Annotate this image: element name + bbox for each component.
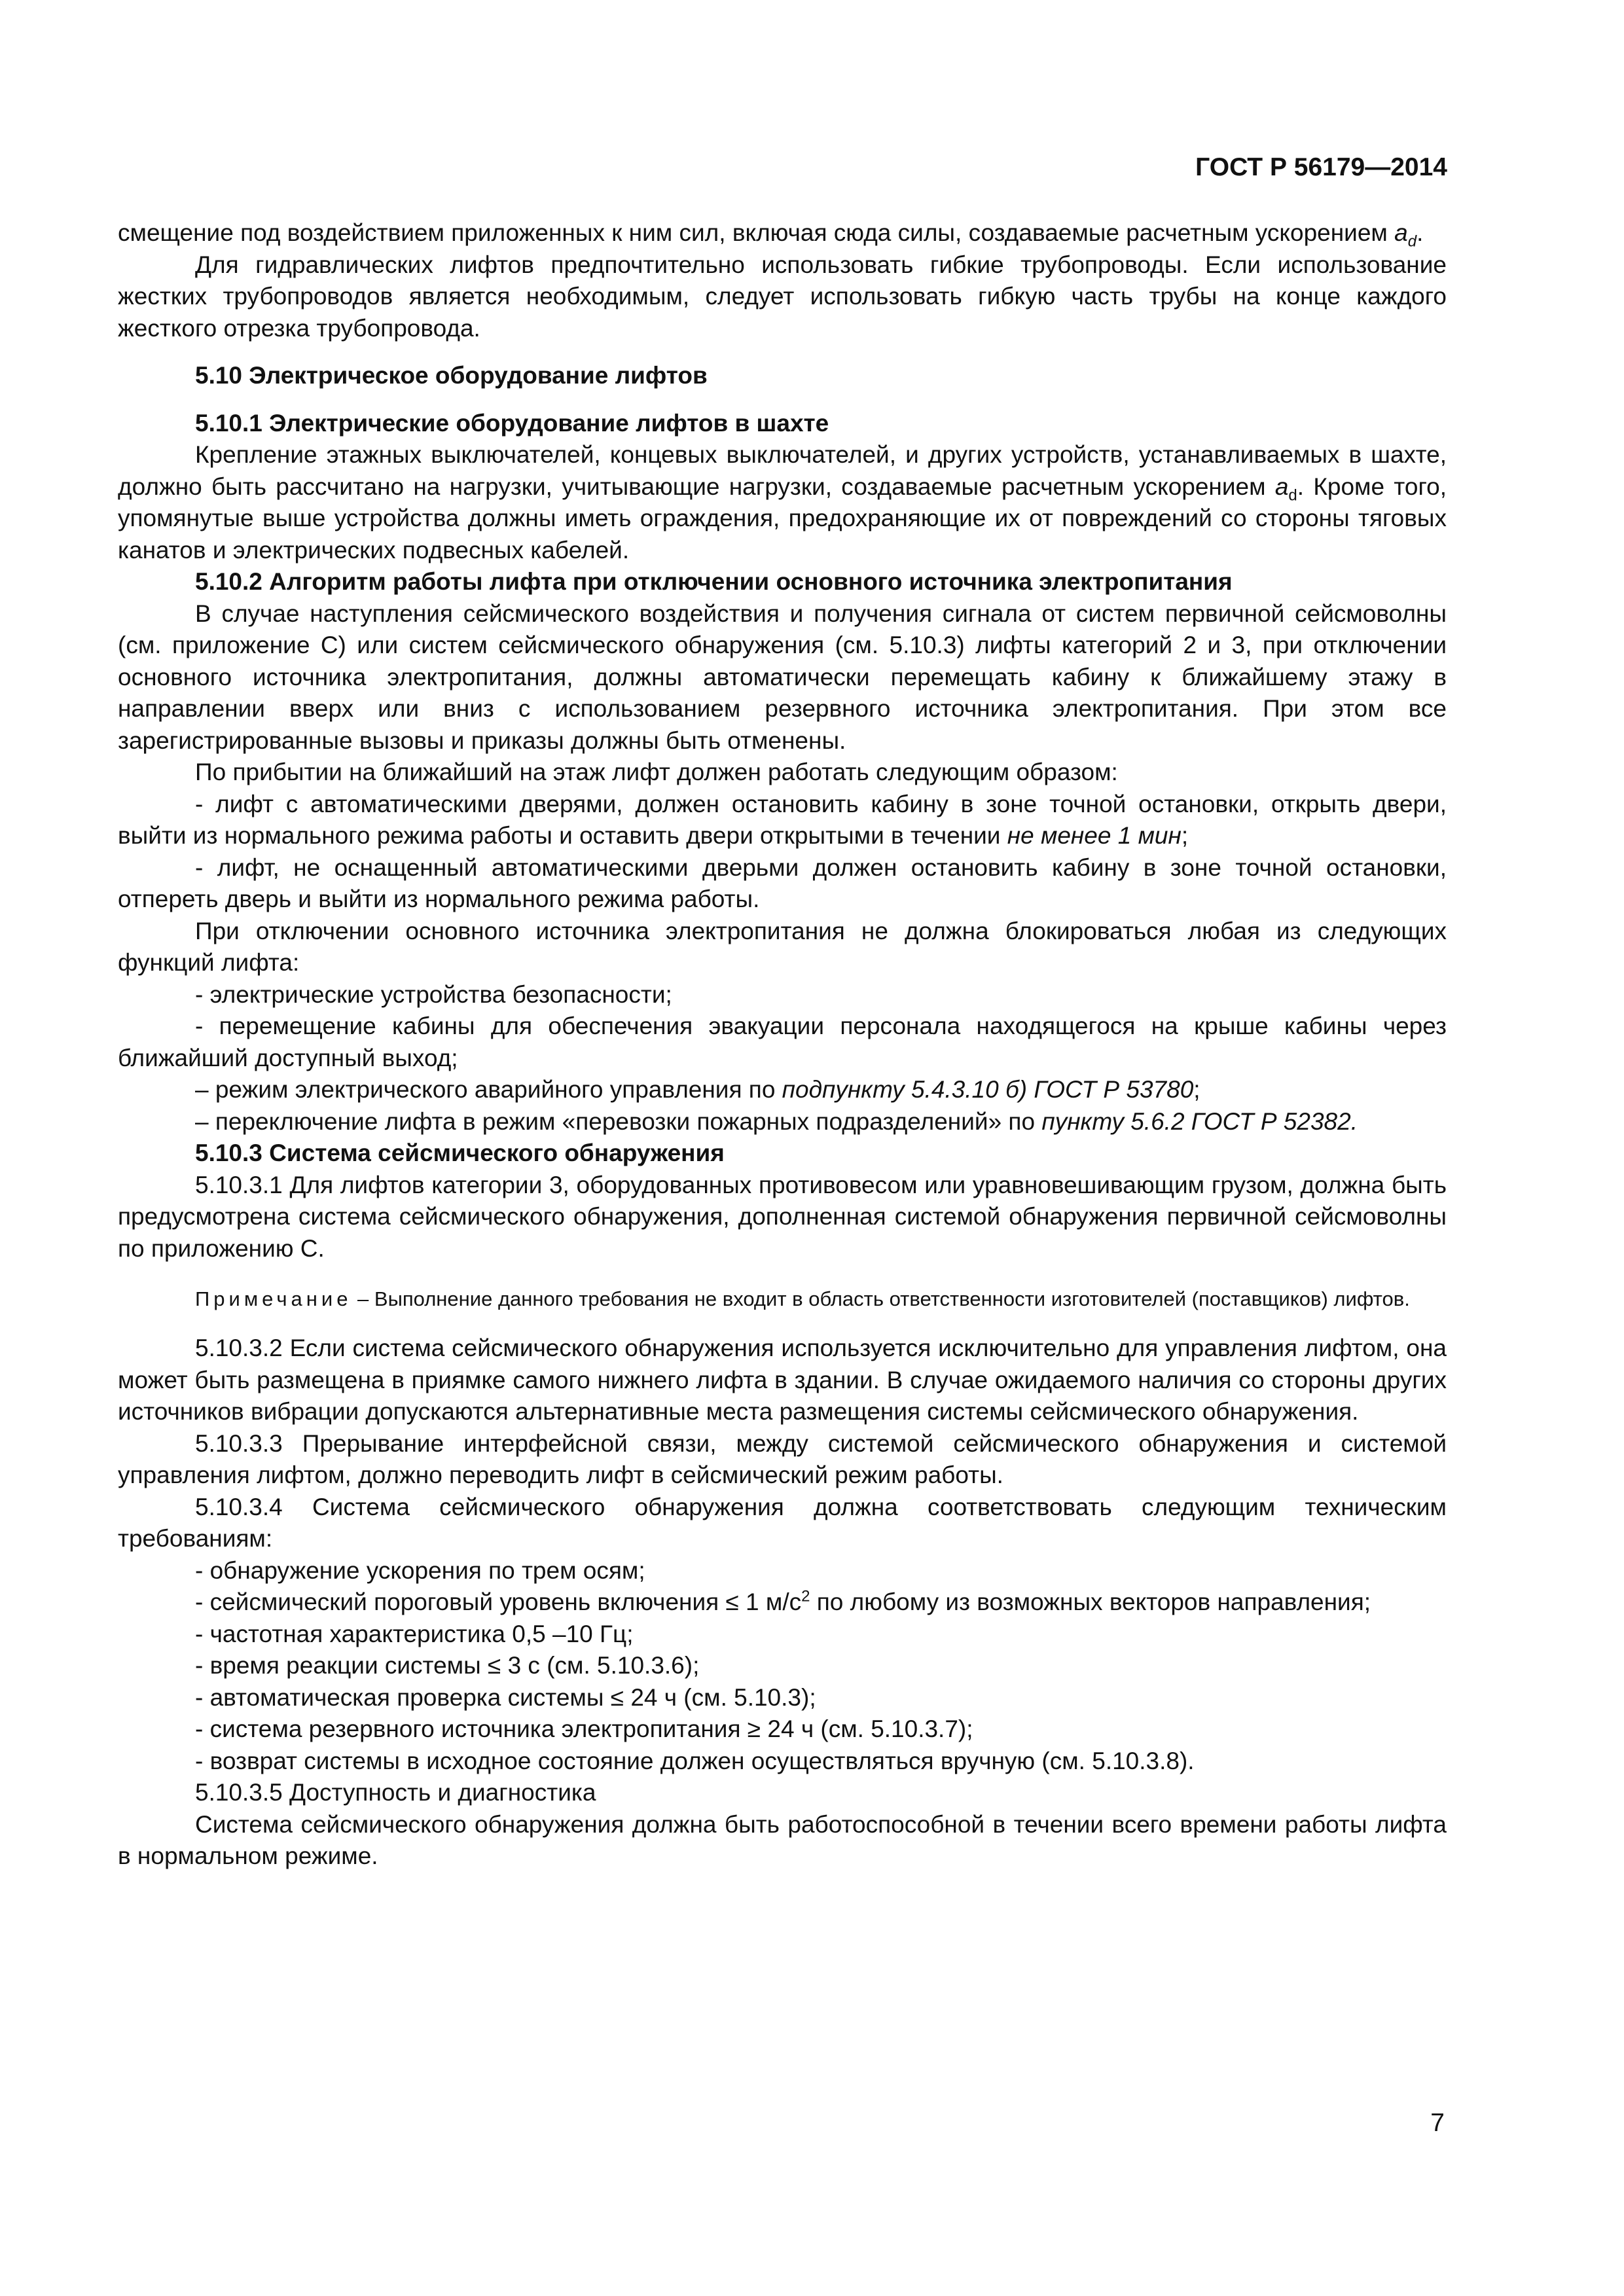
paragraph: 5.10.3.3 Прерывание интерфейсной связи, между системой сейсмического обнаружения и системой управления лифтом, должно переводить лифт в сейсмический режим работы. bbox=[118, 1429, 1447, 1488]
list-item: - электрические устройства безопасности; bbox=[195, 980, 672, 1008]
note-label: Примечание bbox=[195, 1287, 352, 1310]
document-header: ГОСТ Р 56179—2014 bbox=[1195, 153, 1447, 181]
subsection-heading: 5.10.2 Алгоритм работы лифта при отключении основного источника электропитания bbox=[195, 568, 1233, 595]
list-item: - автоматическая проверка системы ≤ 24 ч (см. 5.10.3); bbox=[195, 1683, 816, 1711]
paragraph: 5.10.3.2 Если система сейсмического обнаружения используется исключительно для управления лифтом, она может быть размещена в приямке самого нижнего лифта в здании. В случае ожидаемого наличия со стороны других источников вибрации допускаются альтернативные места размещения системы сейсмического обнаружения. bbox=[118, 1335, 1447, 1425]
paragraph: В случае наступления сейсмического воздействия и получения сигнала от систем первичной сейсмоволны (см. приложение С) или систем сейсмического обнаружения (см. 5.10.3) лифты категорий 2 и 3, при отключении основного источника электропитания, должны автоматически перемещать кабину к ближайшему этажу в направлении вверх или вниз с использованием резервного источника электропитания. При этом все зарегистрированные вызовы и приказы должны быть отменены. bbox=[118, 600, 1447, 754]
list-item: - перемещение кабины для обеспечения эвакуации персонала находящегося на крыше кабины через ближайший доступный выход; bbox=[118, 1013, 1447, 1071]
paragraph bbox=[118, 217, 1447, 249]
text: – режим электрического аварийного управления по bbox=[195, 1076, 782, 1103]
text: Крепление этажных выключателей, концевых выключателей, и других устройств, устанавливаемых в шахте, должно быть рассчитано на нагрузки, учитывающие нагрузки, создаваемые расчетным ускорением bbox=[118, 441, 1447, 500]
subscript: d bbox=[1288, 486, 1297, 504]
note bbox=[118, 1284, 1447, 1314]
text: – переключение лифта в режим «перевозки пожарных подразделений» по bbox=[195, 1107, 1042, 1135]
list-item bbox=[118, 789, 1447, 852]
paragraph: 5.10.3.4 Система сейсмического обнаружения должна соответствовать следующим техническим требованиям: bbox=[118, 1493, 1447, 1552]
text: смещение под воздействием приложенных к ним сил, включая сюда силы, создаваемые расчетным ускорением bbox=[118, 219, 1395, 246]
italic-text: пункту 5.6.2 ГОСТ Р 52382. bbox=[1041, 1107, 1358, 1135]
list-item bbox=[118, 1106, 1447, 1138]
list-item: - возврат системы в исходное состояние должен осуществляться вручную (см. 5.10.3.8). bbox=[195, 1747, 1195, 1774]
text: - лифт с автоматическими дверями, должен остановить кабину в зоне точной остановки, открыть двери, выйти из нормального режима работы и оставить двери открытыми в течении bbox=[118, 790, 1447, 849]
italic-text: не менее 1 мин bbox=[1007, 822, 1182, 849]
subsection-heading: 5.10.1 Электрические оборудование лифтов в шахте bbox=[195, 409, 829, 437]
paragraph bbox=[118, 439, 1447, 566]
text: по любому из возможных векторов направления; bbox=[810, 1588, 1371, 1615]
text: - сейсмический пороговый уровень включения ≤ 1 м/с bbox=[195, 1588, 802, 1615]
text: ; bbox=[1193, 1076, 1200, 1103]
page-number: 7 bbox=[1430, 2109, 1445, 2137]
variable: a bbox=[1274, 473, 1289, 500]
paragraph: 5.10.3.5 Доступность и диагностика bbox=[195, 1779, 596, 1806]
list-item: - система резервного источника электропитания ≥ 24 ч (см. 5.10.3.7); bbox=[195, 1715, 973, 1742]
list-item bbox=[118, 1587, 1447, 1619]
section-heading: 5.10 Электрическое оборудование лифтов bbox=[195, 362, 708, 389]
text: . bbox=[1416, 219, 1424, 246]
list-item: - обнаружение ускорения по трем осям; bbox=[195, 1556, 645, 1584]
text: . Кроме того, упомянутые выше устройства должны иметь ограждения, предохраняющие их от повреждений со стороны тяговых канатов и электрических подвесных кабелей. bbox=[118, 473, 1447, 564]
italic-text: подпункту 5.4.3.10 б) ГОСТ Р 53780 bbox=[782, 1076, 1194, 1103]
variable: a bbox=[1394, 219, 1408, 246]
note-text: – Выполнение данного требования не входит в область ответственности изготовителей (поставщиков) лифтов. bbox=[352, 1287, 1410, 1310]
paragraph: При отключении основного источника электропитания не должна блокироваться любая из следующих функций лифта: bbox=[118, 917, 1447, 976]
list-item bbox=[118, 1074, 1447, 1106]
subscript: d bbox=[1407, 232, 1417, 251]
list-item: - время реакции системы ≤ 3 с (см. 5.10.3.6); bbox=[195, 1652, 700, 1679]
paragraph: Для гидравлических лифтов предпочтительно использовать гибкие трубопроводы. Если использование жестких трубопроводов является необходимым, следует использовать гибкую часть трубы на конце каждого жесткого отрезка трубопровода. bbox=[118, 251, 1447, 342]
list-item: - лифт, не оснащенный автоматическими дверьми должен остановить кабину в зоне точной остановки, отпереть дверь и выйти из нормального режима работы. bbox=[118, 853, 1447, 912]
list-item: - частотная характеристика 0,5 –10 Гц; bbox=[195, 1620, 634, 1647]
document-body bbox=[118, 217, 1447, 1873]
subsection-heading: 5.10.3 Система сейсмического обнаружения bbox=[195, 1139, 725, 1166]
superscript: 2 bbox=[801, 1587, 810, 1605]
paragraph: Система сейсмического обнаружения должна быть работоспособной в течении всего времени работы лифта в нормальном режиме. bbox=[118, 1810, 1447, 1869]
paragraph: 5.10.3.1 Для лифтов категории 3, оборудованных противовесом или уравновешивающим грузом, должна быть предусмотрена система сейсмического обнаружения, дополненная системой обнаружения первичной сейсмоволны по приложению С. bbox=[118, 1171, 1447, 1262]
paragraph: По прибытии на ближайший на этаж лифт должен работать следующим образом: bbox=[195, 759, 1118, 785]
text: ; bbox=[1181, 822, 1189, 849]
